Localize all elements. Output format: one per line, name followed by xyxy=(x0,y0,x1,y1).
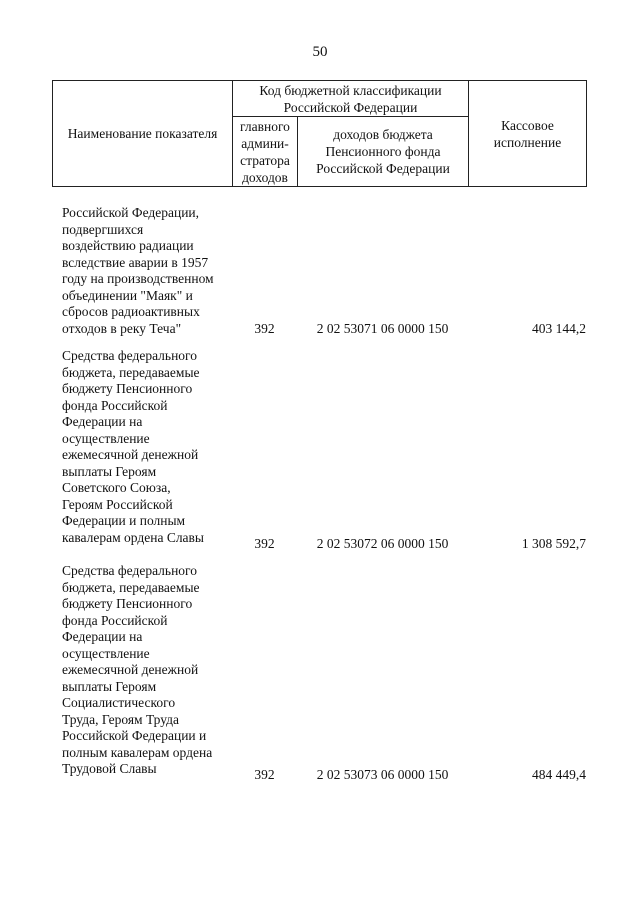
row-admin-code: 392 xyxy=(254,320,275,336)
row-exec-value: 484 449,4 xyxy=(532,766,586,782)
row-income-code: 2 02 53071 06 0000 150 xyxy=(316,320,449,336)
table-row xyxy=(52,348,586,552)
page-number: 50 xyxy=(312,44,328,60)
row-name: Российской Федерации, подвергшихся воздействию радиации вследствие аварии в 1957 году на производственном объединении "Маяк" и сбросов радиоактивных отходов в реку Теча" xyxy=(62,205,214,336)
header-name-column: Наименование показателя xyxy=(53,81,233,187)
header-admin-column: главного админи-стратора доходов xyxy=(233,117,298,187)
row-income-code: 2 02 53073 06 0000 150 xyxy=(316,766,449,782)
header-code-group: Код бюджетной классификации Российской Федерации xyxy=(233,81,469,117)
table-header xyxy=(52,80,587,187)
header-income-column: доходов бюджета Пенсионного фонда Российской Федерации xyxy=(298,117,469,187)
header-exec-column: Кассовое исполнение xyxy=(469,81,587,187)
table-row xyxy=(52,205,586,337)
row-name: Средства федерального бюджета, передаваемые бюджету Пенсионного фонда Российской Федерации на осуществление ежемесячной денежной выплаты Героям Социалистического Труда, Героям Труда Российской Федерации и полным кавалерам ордена Трудовой Славы xyxy=(62,563,213,776)
row-exec-value: 1 308 592,7 xyxy=(521,535,586,551)
table-row xyxy=(52,563,586,783)
row-admin-code: 392 xyxy=(254,535,275,551)
row-name: Средства федерального бюджета, передаваемые бюджету Пенсионного фонда Российской Федерации на осуществление ежемесячной денежной выплаты Героям Советского Союза, Героям Российской Федерации и полным кавалерам ордена Славы xyxy=(62,348,204,545)
row-admin-code: 392 xyxy=(254,766,275,782)
row-income-code: 2 02 53072 06 0000 150 xyxy=(316,535,449,551)
row-exec-value: 403 144,2 xyxy=(532,320,586,336)
